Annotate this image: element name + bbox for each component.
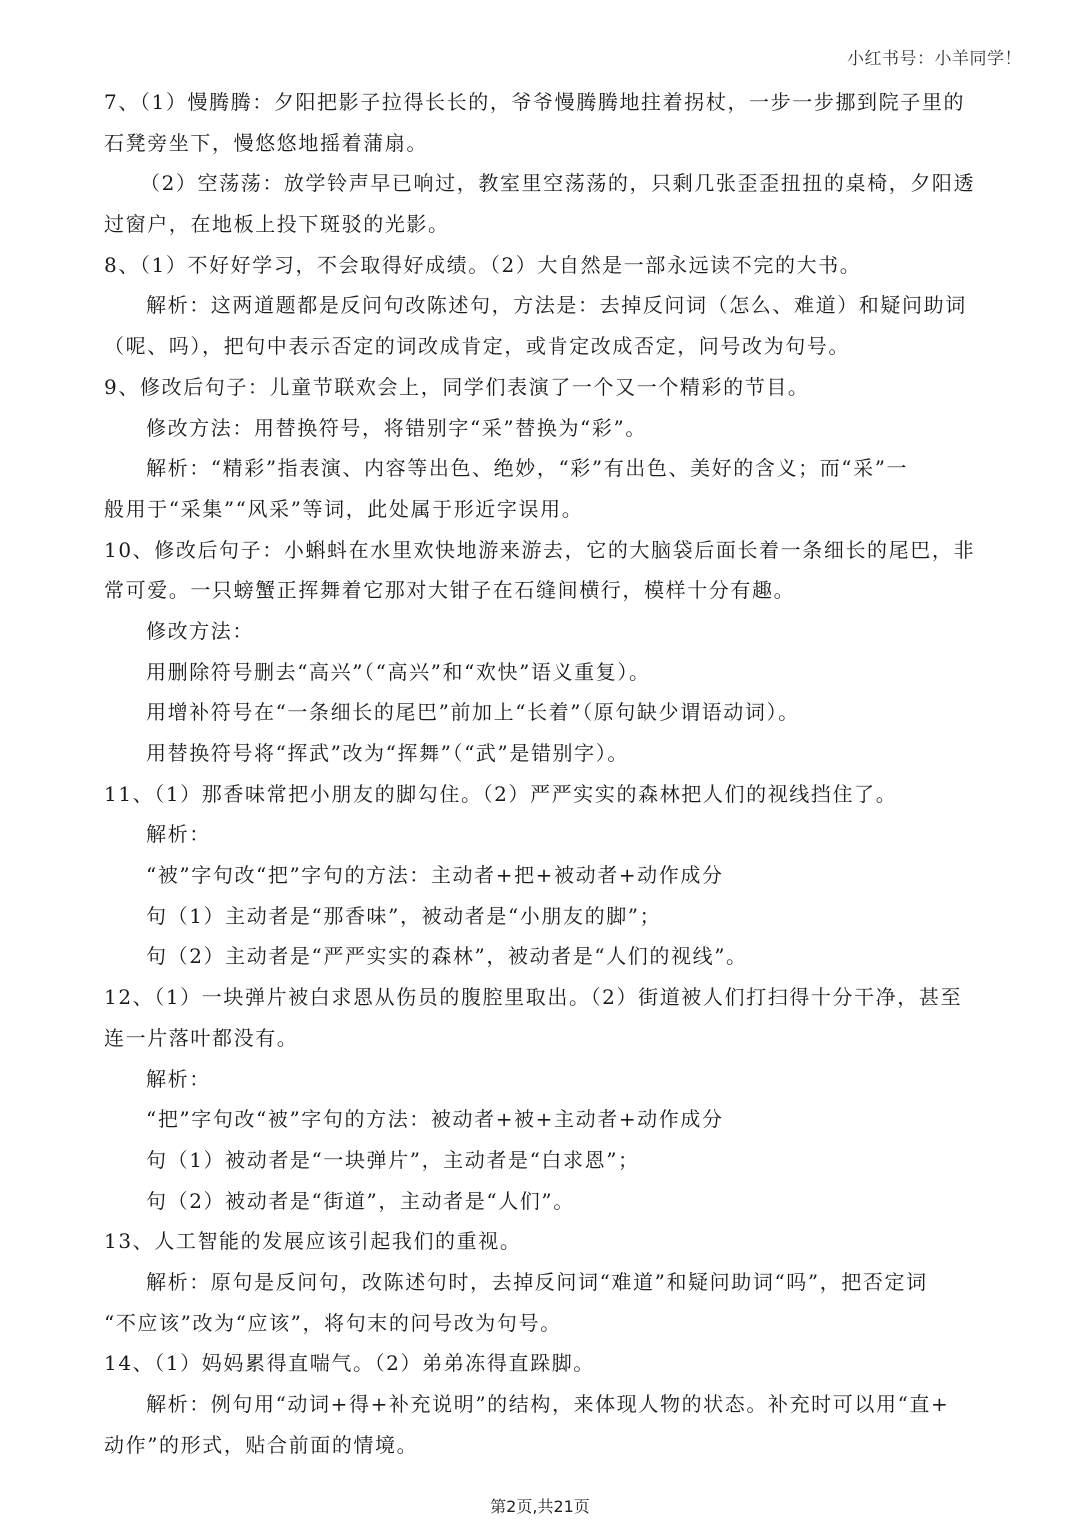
text-line: “不应该”改为“应该”，将句末的问号改为句号。 [104,1310,562,1335]
watermark: 小红书号：小羊同学！ [847,49,1022,69]
text-line: 12、（1）一块弹片被白求恩从伤员的腹腔里取出。（2）街道被人们打扫得十分干净，甚至 [104,985,963,1010]
text-line: 句（2）主动者是“严严实实的森林”，被动者是“人们的视线”。 [146,944,748,969]
text-line: 句（1）主动者是“那香味”，被动者是“小朋友的脚”； [146,903,662,928]
text-line: 11、（1）那香味常把小朋友的脚勾住。（2）严严实实的森林把人们的视线挡住了。 [104,781,898,806]
text-line: 13、人工智能的发展应该引起我们的重视。 [104,1229,522,1254]
text-line: “被”字句改“把”字句的方法：主动者+把+被动者+动作成分 [146,863,724,888]
text-line: 用增补符号在“一条细长的尾巴”前加上“长着”（原句缺少谓语动词）。 [146,700,800,725]
text-line: “把”字句改“被”字句的方法：被动者+被+主动者+动作成分 [146,1107,724,1132]
text-line: 常可爱。一只螃蟹正挥舞着它那对大钳子在石缝间横行，模样十分有趣。 [104,578,796,603]
text-line: 解析： [146,1066,211,1091]
text-line: 解析： [146,822,211,847]
text-line: （呢、吗），把句中表示否定的词改成肯定，或肯定改成否定，问号改为句号。 [104,334,850,359]
text-line: 句（1）被动者是“一块弹片”，主动者是“白求恩”； [146,1147,640,1172]
text-line: 解析：原句是反问句，改陈述句时，去掉反问词“难道”和疑问助词“吗”，把否定词 [146,1269,928,1294]
page-number: 第2页,共21页 [490,1497,590,1516]
text-line: 解析：这两道题都是反问句改陈述句，方法是：去掉反问词（怎么、难道）和疑问助词 [146,293,967,318]
text-line: 过窗户，在地板上投下斑驳的光影。 [104,212,450,237]
text-line: （2）空荡荡：放学铃声早已响过，教室里空荡荡的，只剩几张歪歪扭扭的桌椅，夕阳透 [140,171,976,196]
text-line: 7、（1）慢腾腾：夕阳把影子拉得长长的，爷爷慢腾腾地拄着拐杖，一步一步挪到院子里的 [104,90,966,114]
text-line: 般用于“采集”“风采”等词，此处属于形近字误用。 [104,496,584,521]
text-line: 8、（1）不好好学习，不会取得好成绩。（2）大自然是一部永远读不完的大书。 [104,252,862,277]
document-body [104,82,982,1465]
text-line: 解析：“精彩”指表演、内容等出色、绝妙，“彩”有出色、美好的含义；而“采”一 [146,456,909,481]
text-line: 连一片落叶都没有。 [104,1025,299,1050]
text-line: 修改方法：用替换符号，将错别字“采”替换为“彩”。 [146,415,647,440]
text-line: 用删除符号删去“高兴”（“高兴”和“欢快”语义重复）。 [146,659,651,684]
text-line: 句（2）被动者是“街道”，主动者是“人们”。 [146,1188,575,1213]
text-line: 动作”的形式，贴合前面的情境。 [104,1432,419,1457]
text-line: 解析：例句用“动词+得+补充说明”的结构，来体现人物的状态。补充时可以用“直+ [146,1392,950,1416]
text-line: 石凳旁坐下，慢悠悠地摇着蒲扇。 [104,130,428,155]
text-line: 10、修改后句子：小蝌蚪在水里欢快地游来游去，它的大脑袋后面长着一条细长的尾巴，非 [104,537,976,562]
text-line: 修改方法： [146,618,254,643]
text-line: 14、（1）妈妈累得直喘气。（2）弟弟冻得直跺脚。 [104,1351,595,1376]
text-line: 用替换符号将“挥武”改为“挥舞”（“武”是错别字）。 [146,741,629,765]
text-line: 9、修改后句子：儿童节联欢会上，同学们表演了一个又一个精彩的节目。 [104,374,810,399]
